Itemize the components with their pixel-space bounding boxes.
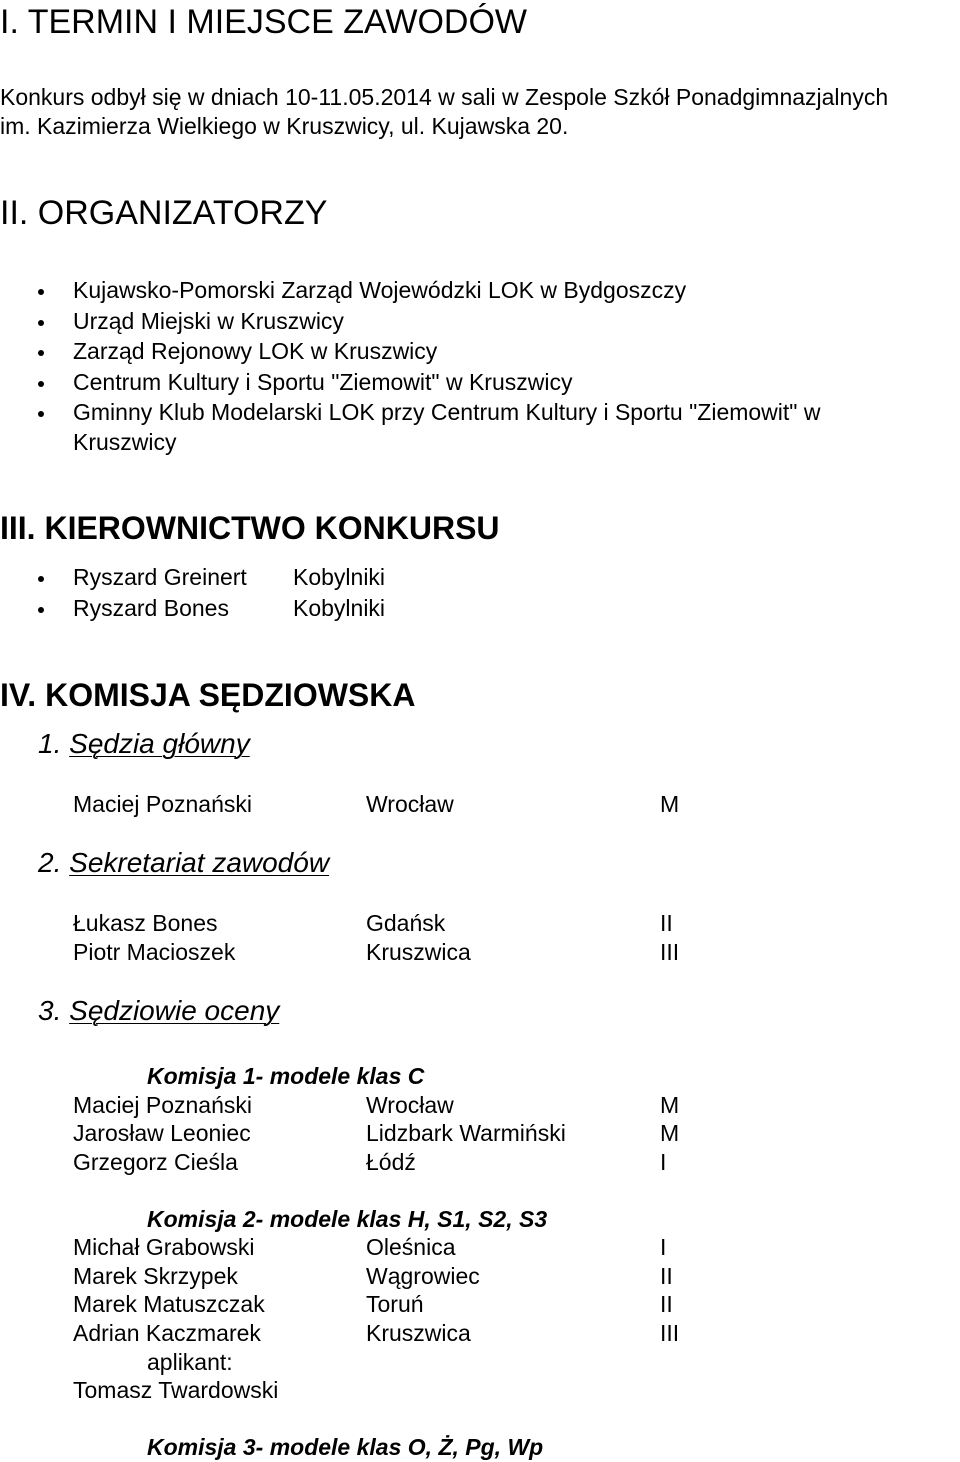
- section-1-heading: I. TERMIN I MIEJSCE ZAWODÓW: [0, 3, 527, 41]
- subsection-3-number: 3.: [38, 995, 62, 1026]
- subsection-1-label: Sędzia główny: [69, 728, 250, 759]
- judge-name: Łukasz Bones: [73, 910, 218, 936]
- organizer-item: Zarząd Rejonowy LOK w Kruszwicy: [73, 338, 438, 364]
- trainee-label: aplikant:: [147, 1349, 233, 1375]
- judge-city: Kruszwica: [366, 939, 471, 965]
- judge-city: Lidzbark Warmiński: [366, 1120, 566, 1146]
- judge-city: Oleśnica: [366, 1234, 456, 1260]
- judge-name: Grzegorz Cieśla: [73, 1149, 238, 1175]
- judge-class: II: [660, 1263, 673, 1289]
- judge-class: III: [660, 939, 680, 965]
- organizer-item: Centrum Kultury i Sportu "Ziemowit" w Kruszwicy: [73, 369, 573, 395]
- judge-class: II: [660, 910, 673, 936]
- judge-class: M: [660, 1092, 680, 1118]
- management-city: Kobylniki: [293, 564, 386, 590]
- judge-class: M: [660, 1120, 680, 1146]
- subsection-2-label: Sekretariat zawodów: [69, 847, 330, 878]
- section-4-heading: IV. KOMISJA SĘDZIOWSKA: [0, 677, 416, 713]
- section-3-heading: III. KIEROWNICTWO KONKURSU: [0, 510, 500, 546]
- bullet-icon: [38, 576, 44, 582]
- judge-name: Maciej Poznański: [73, 1092, 252, 1118]
- committee-3-title: Komisja 3- modele klas O, Ż, Pg, Wp: [147, 1434, 544, 1460]
- judge-class: I: [660, 1234, 667, 1260]
- subsection-1-heading: [38, 730, 250, 758]
- judge-name: Marek Matuszczak: [73, 1291, 265, 1317]
- judge-class: I: [660, 1149, 667, 1175]
- bullet-icon: [38, 411, 44, 417]
- judge-name: Jarosław Leoniec: [73, 1120, 251, 1146]
- management-city: Kobylniki: [293, 595, 386, 621]
- bullet-icon: [38, 381, 44, 387]
- subsection-3-heading: [38, 997, 279, 1025]
- subsection-2-number: 2.: [38, 847, 62, 878]
- judge-city: Wrocław: [366, 1092, 454, 1118]
- section-1-text-line-2: im. Kazimierza Wielkiego w Kruszwicy, ul. Kujawska 20.: [0, 113, 569, 139]
- section-1-text-line-1: Konkurs odbył się w dniach 10-11.05.2014 w sali w Zespole Szkół Ponadgimnazjalnych: [0, 84, 889, 110]
- subsection-3-label: Sędziowie oceny: [69, 995, 280, 1026]
- judge-name: Adrian Kaczmarek: [73, 1320, 261, 1346]
- subsection-2-heading: [38, 849, 329, 877]
- section-2-heading: II. ORGANIZATORZY: [0, 194, 328, 232]
- bullet-icon: [38, 607, 44, 613]
- organizer-item-continuation: Kruszwicy: [73, 429, 177, 455]
- judge-city: Kruszwica: [366, 1320, 471, 1346]
- judge-city: Łódź: [366, 1149, 416, 1175]
- organizer-item: Urząd Miejski w Kruszwicy: [73, 308, 344, 334]
- management-name: Ryszard Bones: [73, 595, 229, 621]
- judge-name: Maciej Poznański: [73, 791, 252, 817]
- judge-city: Gdańsk: [366, 910, 446, 936]
- bullet-icon: [38, 320, 44, 326]
- trainee-name: Tomasz Twardowski: [73, 1377, 279, 1403]
- management-name: Ryszard Greinert: [73, 564, 247, 590]
- organizer-item: Kujawsko-Pomorski Zarząd Wojewódzki LOK w Bydgoszczy: [73, 277, 687, 303]
- judge-name: Michał Grabowski: [73, 1234, 255, 1260]
- committee-1-title: Komisja 1- modele klas C: [147, 1063, 425, 1089]
- organizer-item: Gminny Klub Modelarski LOK przy Centrum Kultury i Sportu "Ziemowit" w: [73, 399, 821, 425]
- subsection-1-number: 1.: [38, 728, 62, 759]
- judge-city: Wągrowiec: [366, 1263, 480, 1289]
- bullet-icon: [38, 350, 44, 356]
- judge-name: Marek Skrzypek: [73, 1263, 238, 1289]
- judge-city: Toruń: [366, 1291, 424, 1317]
- judge-class: III: [660, 1320, 680, 1346]
- judge-class: M: [660, 791, 680, 817]
- judge-city: Wrocław: [366, 791, 454, 817]
- judge-class: II: [660, 1291, 673, 1317]
- judge-name: Piotr Macioszek: [73, 939, 236, 965]
- committee-2-title: Komisja 2- modele klas H, S1, S2, S3: [147, 1206, 548, 1232]
- bullet-icon: [38, 289, 44, 295]
